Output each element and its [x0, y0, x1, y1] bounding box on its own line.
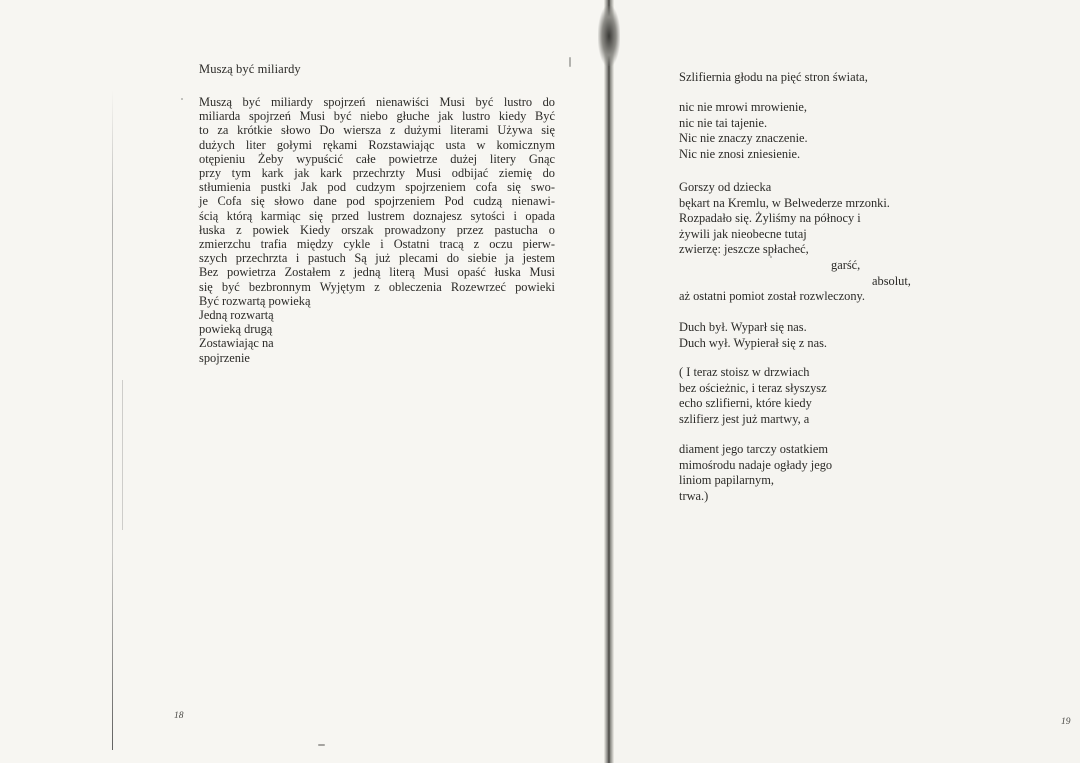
- poem-line: bękart na Kremlu, w Belwederze mrzonki.: [679, 195, 890, 210]
- poem-line: to za krótkie słowo Do wiersza z dużymi literami Używa się: [199, 123, 555, 138]
- right-page-number: 19: [1061, 717, 1071, 727]
- page-edge-shadow: [112, 90, 113, 750]
- poem-line: je Cofa się słowo dane pod spojrzeniem Pod cudzą nienawi-: [199, 194, 555, 209]
- page-edge-shadow-secondary: [122, 380, 123, 530]
- stanza-2: [679, 180, 911, 305]
- poem-line: Duch był. Wyparł się nas.: [679, 320, 807, 334]
- poem-line: zwierzę: jeszcze spłacheć,: [679, 242, 809, 257]
- left-page-number: 18: [174, 711, 184, 721]
- poem-line: Bez powietrza Zostałem z jedną literą Musi opaść łuska Musi: [199, 265, 555, 280]
- poem-line: Nic nie znosi zniesienie.: [679, 146, 801, 161]
- poem-line: nic nie mrowi mrowienie,: [679, 100, 808, 114]
- poem-line: łuska z powiek Kiedy orszak prowadzony przez pastucha o: [199, 222, 555, 237]
- right-poem-title: Szlifiernia głodu na pięć stron świata,: [679, 70, 868, 84]
- poem-line: mimośrodu nadaje ogłady jego: [679, 457, 833, 472]
- poem-line: otępieniu Żeby wypuścić całe powietrze dużej litery Gnąc: [199, 151, 555, 166]
- poem-line: się być bezbronnym Wyjętym z obleczenia Rozewrzeć powieki: [199, 279, 555, 294]
- stanza-4: [679, 365, 827, 427]
- poem-line: diament jego tarczy ostatkiem: [679, 442, 828, 456]
- poem-line: liniom papilarnym,: [679, 473, 774, 488]
- poem-line: Rozpadało się. Żyliśmy na północy i: [679, 211, 861, 226]
- poem-line: ścią którą karmiąc się przed lustrem doznajesz sytości i opada: [199, 208, 555, 223]
- left-poem-title: Muszą być miliardy: [199, 62, 301, 76]
- poem-line: zmierzchu trafia między cykle i Ostatni tracą z oczu pierw-: [199, 237, 555, 252]
- poem-line: Nic nie znaczy znaczenie.: [679, 131, 808, 146]
- stanza-3: [679, 320, 827, 351]
- poem-line: bez ościeżnic, i teraz słyszysz: [679, 380, 827, 395]
- poem-line: szych przechrzta i pastuch Są już plecami do siebie ja jestem: [199, 251, 555, 266]
- poem-line: ( I teraz stoisz w drzwiach: [679, 365, 810, 379]
- poem-line: Zostawiając na: [199, 336, 274, 351]
- poem-line: miliarda spojrzeń Musi być niebo głuche jak lustro kiedy Być: [199, 109, 555, 124]
- poem-line: trwa.): [679, 488, 709, 503]
- spine-shadow: [598, 6, 620, 66]
- book-spine: [604, 0, 614, 763]
- stanza-1: [679, 100, 808, 162]
- poem-line: żywili jak nieobecne tutaj: [679, 226, 807, 241]
- poem-line: garść,: [831, 257, 861, 272]
- poem-line: absolut,: [872, 273, 911, 288]
- poem-line: dużych liter gołymi rękami Rozstawiając usta w komicznym: [199, 137, 555, 152]
- scan-speck: [181, 98, 183, 100]
- poem-line: Być rozwartą powieką: [199, 293, 311, 308]
- poem-line: powieką drugą: [199, 322, 273, 337]
- poem-line: nic nie tai tajenie.: [679, 115, 768, 130]
- poem-line: Gorszy od dziecka: [679, 180, 772, 194]
- poem-line: stłumienia pustki Jak pod cudzym spojrzeniem cofa się swo-: [199, 180, 555, 195]
- poem-line: szlifierz jest już martwy, a: [679, 411, 810, 426]
- poem-line: spojrzenie: [199, 350, 250, 365]
- scan-speck: [569, 57, 571, 67]
- poem-line: aż ostatni pomiot został rozwleczony.: [679, 289, 866, 304]
- scan-speck: [318, 744, 325, 746]
- poem-line: echo szlifierni, które kiedy: [679, 396, 812, 411]
- poem-line: Duch wył. Wypierał się z nas.: [679, 335, 828, 350]
- stanza-5: [679, 442, 832, 504]
- poem-line: Jedną rozwartą: [199, 308, 274, 323]
- poem-line: Muszą być miliardy spojrzeń nienawiści Musi być lustro do: [199, 95, 555, 109]
- left-poem-body: [199, 95, 555, 365]
- poem-line: przy tym kark jak kark przechrzty Musi odbijać ziemię do: [199, 166, 555, 181]
